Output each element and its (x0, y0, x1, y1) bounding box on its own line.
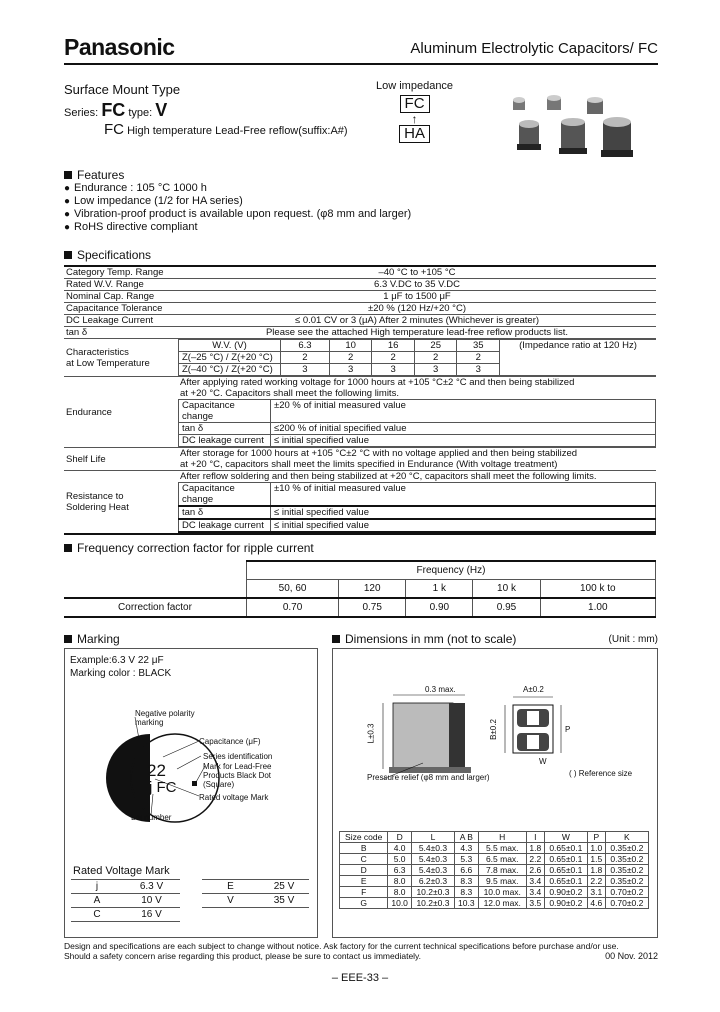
up-arrow-icon: ↑ (411, 112, 418, 126)
feature-item: ● Endurance : 105 °C 1000 h (64, 182, 411, 195)
capacitor-small-1 (513, 97, 525, 110)
table-row: Shelf Life After storage for 1000 hours at +105 °C±2 °C with no voltage applied and then being stabilized at +20 °C, capacitors shall meet the limits specified in Endurance (With voltage treatment) (64, 448, 656, 471)
brand-logo: Panasonic (64, 34, 175, 60)
capacitor-medium-1 (517, 120, 541, 150)
capacitor-large (601, 117, 633, 157)
table-row: F 8.0 10.2±0.3 8.3 10.0 max. 3.4 0.90±0.2 3.1 0.70±0.2 (340, 887, 649, 898)
capacitor-small-2 (547, 95, 561, 110)
low-temperature-table: W.V. (V) 6.3 10 16 25 35 (Impedance ratio at 120 Hz) Z(–25 °C) / Z(+20 °C) 2 2 2 2 2 Z(–40 °C) / Z(+20 °C) 3 3 3 3 3 (178, 339, 656, 376)
chip-series-text: j FC (149, 779, 177, 796)
feature-item: ● Low impedance (1/2 for HA series) (64, 195, 411, 208)
table-row: E 8.0 6.2±0.3 8.3 9.5 max. 3.4 0.65±0.1 2.2 0.35±0.2 (340, 876, 649, 887)
soldering-limits-table: Capacitance change ±10 % of initial measured value tan δ ≤ initial specified value DC leakage current ≤ initial specified value (178, 482, 656, 533)
rated-voltage-mark-heading: Rated Voltage Mark (73, 865, 170, 877)
table-row: Resistance to Soldering Heat After reflow soldering and then being stabilized at +20 °C, capacitors shall meet the following limits. Capacitance change ±10 % of initial measured value tan δ ≤ initial specified value DC leakage current ≤ initial specified value (64, 471, 656, 535)
table-row: Category Temp. Range –40 °C to +105 °C (64, 266, 656, 279)
table-row: Capacitance Tolerance ±20 % (120 Hz/+20 °C) (64, 303, 656, 315)
table-row: Nominal Cap. Range 1 μF to 1500 μF (64, 291, 656, 303)
features-heading: Features (64, 168, 124, 182)
series-line: Series: FC type: V (64, 100, 168, 120)
chip-capacitance-text: 22 (147, 761, 166, 780)
table-row: Correction factor 0.70 0.75 0.90 0.95 1.00 (64, 598, 656, 617)
specifications-table (64, 265, 656, 535)
endurance-limits-table: Capacitance change ±20 % of initial measured value tan δ ≤200 % of initial specified value DC leakage current ≤ initial specified value (178, 399, 656, 447)
header-rule (64, 63, 658, 65)
dimensions-heading: Dimensions in mm (not to scale) (332, 632, 516, 646)
dimensions-table (339, 831, 649, 909)
dimensions-panel: 0.3 max. L±0.3 Pressure relief (φ8 mm and larger) A±0.2 B±0.2 W P ( ) Reference size Size code D L A B H I W P K B 4.0 5.4±0.3 4.3 5.5 max. 1.8 0.65±0.1 1.0 0.35±0.2 C 5.0 5.4±0.3 5.3 6.5 max. 2.2 0.65±0.1 1.5 0.35±0.2 D 6.3 5.4±0.3 6.6 7.8 max. 2.6 0.65±0.1 1.8 0.35±0.2 E 8.0 6.2±0.3 8.3 9.5 max. 3.4 0.65±0.1 2.2 0.35±0.2 F 8.0 10.2±0.3 8.3 10.0 max. 3.4 0.90±0.2 3.1 0.70±0.2 G 10.0 10.2±0.3 10.3 12.0 max. 3.5 0.90±0.2 4.6 0.70±0.2 (332, 648, 658, 938)
table-row: A 10 V V 35 V (71, 894, 309, 908)
table-row: C 5.0 5.4±0.3 5.3 6.5 max. 2.2 0.65±0.1 1.5 0.35±0.2 (340, 854, 649, 865)
sub-series-line: FC High temperature Lead-Free reflow(suffix:A#) (104, 121, 348, 138)
capacitor-medium-2 (559, 118, 587, 154)
unit-label: (Unit : mm) (608, 634, 658, 645)
series-name: FC (101, 100, 126, 120)
table-row: G 10.0 10.2±0.3 10.3 12.0 max. 3.5 0.90±0.2 4.6 0.70±0.2 (340, 898, 649, 909)
table-row: D 6.3 5.4±0.3 6.6 7.8 max. 2.6 0.65±0.1 1.8 0.35±0.2 (340, 865, 649, 876)
feature-item: ● Vibration-proof product is available upon request. (φ8 mm and larger) (64, 208, 411, 221)
marking-heading: Marking (64, 632, 120, 646)
marking-panel: Example:6.3 V 22 μF Marking color : BLACK 22 j FC Negative polarity marking Capacitance (μF) Series identification Mark for Lead-Free Products Black Dot (Square) Rated voltage Mark Lot number Rated Voltage Mark j 6.3 V E 25 V A 10 V V 35 V C 16 V (64, 648, 318, 938)
rated-voltage-mark-table (71, 879, 309, 922)
table-row: Rated W.V. Range 6.3 V.DC to 35 V.DC (64, 279, 656, 291)
document-date: 00 Nov. 2012 (605, 951, 658, 961)
page-number: – EEE-33 – (331, 972, 389, 984)
document-title: Aluminum Electrolytic Capacitors/ FC (410, 40, 658, 57)
specifications-heading: Specifications (64, 248, 151, 262)
table-row: Size code D L A B H I W P K (340, 832, 649, 843)
frequency-table (64, 560, 656, 618)
features-list (64, 182, 411, 234)
type-heading: Surface Mount Type (64, 82, 181, 97)
product-photo (505, 92, 635, 167)
feature-item: ● RoHS directive compliant (64, 221, 411, 234)
table-row: Frequency (Hz) (64, 561, 656, 580)
type-name: V (155, 100, 168, 120)
frequency-heading: Frequency correction factor for ripple current (64, 541, 314, 555)
table-row: C 16 V (71, 908, 309, 922)
table-row: tan δ Please see the attached High temperature lead-free reflow products list. (64, 327, 656, 339)
low-impedance-diagram: Low impedance FC ↑ HA (376, 80, 454, 142)
table-row: 50, 60 120 1 k 10 k 100 k to (64, 580, 656, 599)
table-row: j 6.3 V E 25 V (71, 880, 309, 894)
disclaimer-notes: Design and specifications are each subject to change without notice. Ask factory for the current technical specifications before purchase and/or use. Should a safety concern arise regarding this product, please be sure to contact us immediately. (64, 941, 619, 961)
table-row: B 4.0 5.4±0.3 4.3 5.5 max. 1.8 0.65±0.1 1.0 0.35±0.2 (340, 843, 649, 854)
table-row: Characteristics at Low Temperature W.V. (V) 6.3 10 16 25 35 (Impedance ratio at 120 Hz) Z(–25 °C) / Z(+20 °C) 2 2 2 2 2 Z(–40 °C) / Z(+20 °C) 3 3 3 3 3 (64, 339, 656, 377)
capacitor-side-view (393, 703, 453, 769)
table-row: DC Leakage Current ≤ 0.01 CV or 3 (μA) After 2 minutes (Whichever is greater) (64, 315, 656, 327)
table-row: Endurance After applying rated working voltage for 1000 hours at +105 °C±2 °C and then being stabilized at +20 °C. Capacitors shall meet the following limits. Capacitance change ±20 % of initial measured value tan δ ≤200 % of initial specified value DC leakage current ≤ initial specified value (64, 377, 656, 448)
capacitor-small-3 (587, 97, 603, 114)
